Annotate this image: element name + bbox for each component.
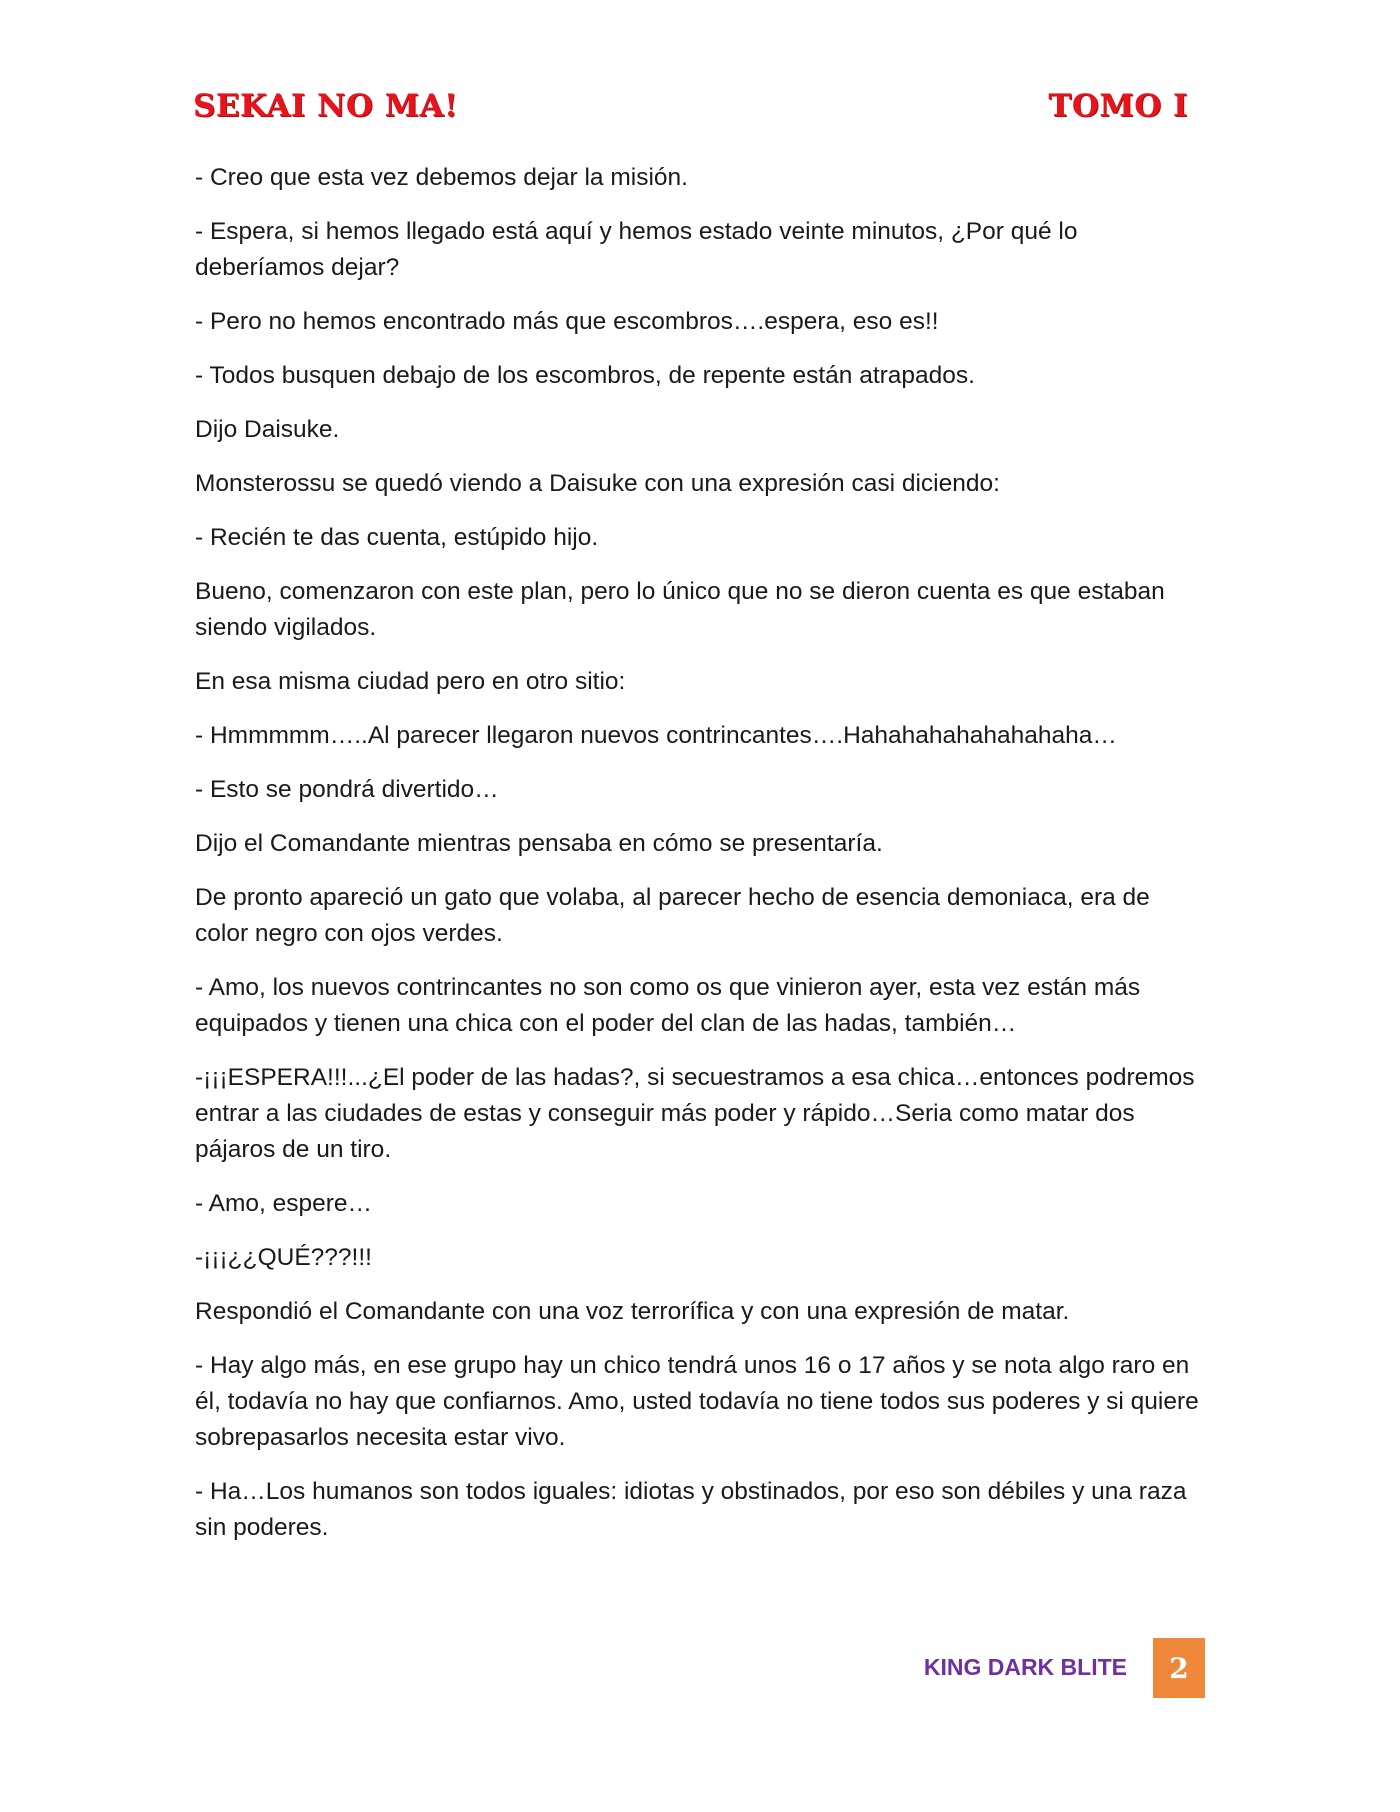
paragraph: Dijo Daisuke. <box>195 416 340 443</box>
volume-title: TOMO I <box>1048 88 1188 124</box>
page-number-badge <box>1153 1638 1205 1698</box>
paragraph: - Todos busquen debajo de los escombros, de repente están atrapados. <box>195 362 975 389</box>
page-number: 2 <box>1169 1651 1189 1685</box>
paragraph: - Espera, si hemos llegado está aquí y hemos estado veinte minutos, ¿Por qué lo deberíamos dejar? <box>195 218 1078 281</box>
page-header <box>193 88 1188 132</box>
author-name: KING DARK BLITE <box>923 1654 1127 1680</box>
paragraph: De pronto apareció un gato que volaba, al parecer hecho de esencia demoniaca, era de color negro con ojos verdes. <box>195 884 1150 947</box>
body-text <box>195 160 1205 1564</box>
paragraph: Bueno, comenzaron con este plan, pero lo único que no se dieron cuenta es que estaban siendo vigilados. <box>195 578 1165 641</box>
paragraph: - Amo, los nuevos contrincantes no son como os que vinieron ayer, esta vez están más equipados y tienen una chica con el poder del clan de las hadas, también… <box>195 974 1141 1037</box>
paragraph: - Hmmmmm…..Al parecer llegaron nuevos contrincantes….Hahahahahahahahaha… <box>195 722 1117 749</box>
paragraph: Respondió el Comandante con una voz terrorífica y con una expresión de matar. <box>195 1298 1070 1325</box>
paragraph: Dijo el Comandante mientras pensaba en cómo se presentaría. <box>195 830 883 857</box>
paragraph: En esa misma ciudad pero en otro sitio: <box>195 668 626 695</box>
book-title: SEKAI NO MA! <box>193 88 459 124</box>
paragraph: - Esto se pondrá divertido… <box>195 776 499 803</box>
paragraph: -¡¡¡ESPERA!!!...¿El poder de las hadas?, si secuestramos a esa chica…entonces podremos entrar a las ciudades de estas y conseguir más poder y rápido…Seria como matar dos pájaros de un tiro. <box>195 1064 1195 1163</box>
paragraph: - Recién te das cuenta, estúpido hijo. <box>195 524 599 551</box>
paragraph: -¡¡¡¿¿QUÉ???!!! <box>195 1244 372 1271</box>
paragraph: - Pero no hemos encontrado más que escombros….espera, eso es!! <box>195 308 939 335</box>
paragraph: Monsterossu se quedó viendo a Daisuke con una expresión casi diciendo: <box>195 470 1000 497</box>
paragraph: - Ha…Los humanos son todos iguales: idiotas y obstinados, por eso son débiles y una raza sin poderes. <box>195 1478 1187 1541</box>
paragraph: - Creo que esta vez debemos dejar la misión. <box>195 164 688 191</box>
paragraph: - Amo, espere… <box>195 1190 373 1217</box>
page-footer <box>923 1638 1205 1698</box>
paragraph: - Hay algo más, en ese grupo hay un chico tendrá unos 16 o 17 años y se nota algo raro en él, todavía no hay que confiarnos. Amo, usted todavía no tiene todos sus poderes y si quiere sobrepasarlos necesita estar vivo. <box>195 1352 1199 1451</box>
